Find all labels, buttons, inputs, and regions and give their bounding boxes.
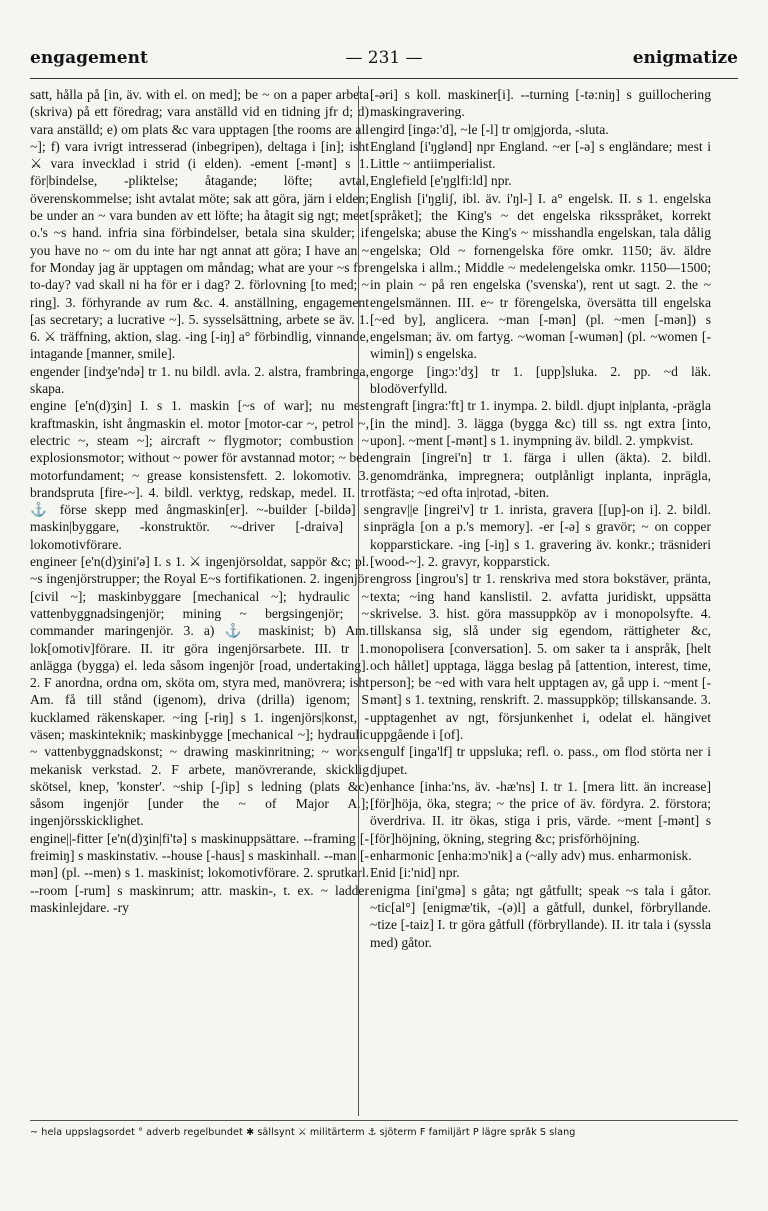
column-divider [358, 86, 359, 1116]
entry: engine [e'n(d)ʒin] I. s 1. maskin [~s of war]; nu mest kraftmaskin, isht ångmaskin el. motor [motor-car ~, petrol ~, electric ~, steam ~]; aircraft ~ flygmotor; combustion ~ explosionsmotor; without ~ power för avstannad motor; ~ bed motorfundament; ~ grease konsistensfett. 2. lokomotiv. 3. brandspruta [fire-~]. 4. bildl. verktyg, redskap, medel. II. tr ⚓ förse skepp med ångmaskin[er]. ~-builder [-bildə] s maskin|byggare, -konstruktör. ~-driver [-draivə] s lokomotivförare. [30, 398, 369, 552]
abbreviation-legend: ~ hela uppslagsordet ° adverb regelbundet ✱ sällsynt ⚔ militärterm ⚓ sjöterm F familjärt P lägre språk S slang [30, 1127, 576, 1138]
entry: engulf [inga'lf] tr uppsluka; refl. o. pass., om flod störta ner i djupet. [370, 744, 711, 777]
entry: [-əri] s koll. maskiner[i]. --turning [-tə:niŋ] s guillochering maskingravering. [370, 87, 711, 120]
entry: engird [ingə:'d], ~le [-l] tr om|gjorda, -sluta. [370, 121, 609, 137]
left-guide-word: engagement [30, 48, 148, 68]
entry: satt, hålla på [in, äv. with el. on med]; be ~ on a paper arbeta (skriva) på ett föredrag; vara anställd vid en tidning jfr d; d) vara anställd; e) om plats &c vara upptagen [the rooms are all ~]; f) vara ivrigt intresserad (inbegripen), deltaga i [in]; isht ⚔ vara invecklad i strid (i elden). -ement [-mənt] s 1. för|bindelse, -pliktelse; åtagande; löfte; avtal, överenskommelse; isht avtalat möte; sak att göra, järn i elden; be under an ~ vara bunden av ett löfte; ha åtagit sig ngt; meet o.'s ~s hand. infria sina förbindelser, betala sina skulder; if you have no ~ om du inte har ngt annat att göra; I have an ~ for Monday jag är upptagen om måndag; what are your ~s for to-day? vad skall ni ha för er i dag? 2. förlovning [to med; ~ ring]. 3. förhyrande av rum &c. 4. anställning, engagement [as secretary; a lucrative ~]. 5. sysselsättning, arbete se äv. 1. 6. ⚔ träffning, aktion, slag. -ing [-iŋ] a° förbindlig, vinnande, intagande [manner, smile]. [30, 87, 369, 362]
entry: enharmonic [enha:mɔ'nik] a (~ally adv) mus. enharmonisk. [370, 848, 692, 864]
header-rule [30, 78, 738, 79]
footer-rule [30, 1120, 738, 1121]
entry: engrain [ingrei'n] tr 1. färga i ullen (äkta). 2. bildl. genomdränka, impregnera; outplånligt inplanta, inpräglа, rotfästa; ~ed ofta in|rotad, -biten. [370, 450, 711, 500]
entry: engender [indʒe'ndə] tr 1. nu bildl. avla. 2. alstra, frambringa, skapa. [30, 363, 369, 397]
entry: engrav||e [ingrei'v] tr 1. inrista, gravera [[up]-on i]. 2. bildl. inprägla [on a p.'s memory]. -er [-ə] s gravör; ~ on copper kopparstickare. -ing [-iŋ] s 1. gravering äv. konkr.; träsnideri [wood-~]. 2. gravyr, kopparstick. [370, 502, 711, 570]
left-column [30, 86, 369, 1116]
right-guide-word: enigmatize [632, 48, 738, 68]
entry: Englefield [e'ŋglfi:ld] npr. [370, 173, 512, 189]
page-number: — 231 — [345, 48, 423, 68]
entry: England [i'ŋglənd] npr England. ~er [-ə] s engländare; mest i Little ~ antiimperialist. [370, 138, 711, 172]
entry: Enid [i:'nid] npr. [370, 865, 460, 881]
entry: enhance [inha:'ns, äv. -hæ'ns] I. tr 1. [mera litt. än increase] [för]höja, öka, stegra; ~ the price of äv. fördyra. 2. förstora; överdriva. II. itr ökas, stiga i pris, värde. ~ment [-mənt] s [för]höjning, ökning, stegring &c; prisförhöjning. [370, 778, 711, 846]
entry: engorge [ingɔ:'dʒ] tr 1. [upp]sluka. 2. pp. ~d läk. blodöverfylld. [370, 363, 711, 397]
entry: engraft [ingra:'ft] tr 1. inympa. 2. bildl. djupt in|planta, -prägla [in the mind]. 3. lägga (bygga &c) till ss. ngt extra [into, upon]. ~ment [-mənt] s 1. inympning äv. bildl. 2. ympkvist. [370, 398, 711, 448]
entry: engineer [e'n(d)ʒini'ə] I. s 1. ⚔ ingenjörsoldat, sappör &c; pl. ~s ingenjörstrupper; the Royal E~s fortifikationen. 2. ingenjör [civil ~]; maskinbyggare [mechanical ~]; hydraulic ~ vattenbyggnadsingenjör; mining ~ bergsingenjör; ~ commander maringenjör. 3. a) ⚓ maskinist; b) Am. lok[omotiv]förare. II. itr göra ingenjörsarbete. III. tr 1. anlägga (bygga) el. leda såsom ingenjör [road, undertaking]. 2. F anordna, ordna om, sköta om, styra med, manövrera; isht Am. få till stånd (igenom), driva (drilla) igenom; S kucklamed räkenskaper. ~ing [-riŋ] s 1. ingenjörs|konst, -väsen; maskinteknik; maskinbygge [mechanical ~]; hydraulic ~ vattenbyggnadskonst; ~ drawing maskinritning; ~ works mekanisk verkstad. 2. F arbete, manövrerande, skicklig skötsel, knep, 'konster'. ~ship [-ʃip] s ledning (plats &c) såsom ingenjör [under the ~ of Major A.]; ingenjörsskicklighet. [30, 554, 369, 829]
entry: enigma [ini'gmə] s gåta; ngt gåtfullt; speak ~s tala i gåtor. ~tic[al°] [enigmæ'tik, -(ə)l] a gåtfull, dunkel, förbryllande. ~tize [-taiz] I. tr göra gåtfull (förbryllande). II. itr tala i (syssla med) gåtor. [370, 882, 711, 950]
entry: English [i'ŋgliʃ, ibl. äv. i'ŋl-] I. a° engelsk. II. s 1. engelska [språket]; the King's ~ det engelska riksspråket, korrekt engelska; abuse the King's ~ misshandla engelskan, tala dålig engelska; Old ~ fornengelska före omkr. 1150; äv. äldre engelska i allm.; Middle ~ medelengelska omkr. 1150—1500; in plain ~ på ren engelska ('svenska'), rent ut sagt. 2. the ~ engelsmännen. III. e~ tr förengelska, översätta till engelska [~ed by], anglicera. ~man [-mən] (pl. ~men [-mən]) s engelsman; äv. om fartyg. ~woman [-wumən] (pl. ~women [-wimin]) s engelska. [370, 190, 711, 362]
entry: engine||-fitter [e'n(d)ʒin|fi'tə] s maskinuppsättare. --framing [-freimiŋ] s maskinstativ. --house [-haus] s maskinhall. --man [-mən] (pl. --men) s 1. maskinist; lokomotivförare. 2. sprutkarl. --room [-rum] s maskinrum; attr. maskin-, t. ex. ~ ladder maskinlejdare. -ry [30, 830, 369, 915]
page-header [30, 48, 738, 78]
right-column [370, 86, 711, 1116]
entry: engross [ingrou's] tr 1. renskriva med stora bokstäver, pränta, texta; ~ing hand kanslistil. 2. avfatta juridiskt, uppsätta skrivelse. 3. hist. göra massuppköp av i monopolsyfte. 4. tillskansa sig, slå under sig egendom, rättigheter &c, monopolisera [conversation]. 5. om saker ta i anspråk, [helt och hållet] upptaga, lägga beslag på [attention, interest, time, person]; be ~ed with vara helt upptagen av, gå upp i. ~ment [-mənt] s 1. textning, renskrift. 2. massuppköp; tillskansande. 3. upptagenhet av ngt, försjunkenhet i, odelat el. hängivet uppgående i [of]. [370, 571, 711, 742]
